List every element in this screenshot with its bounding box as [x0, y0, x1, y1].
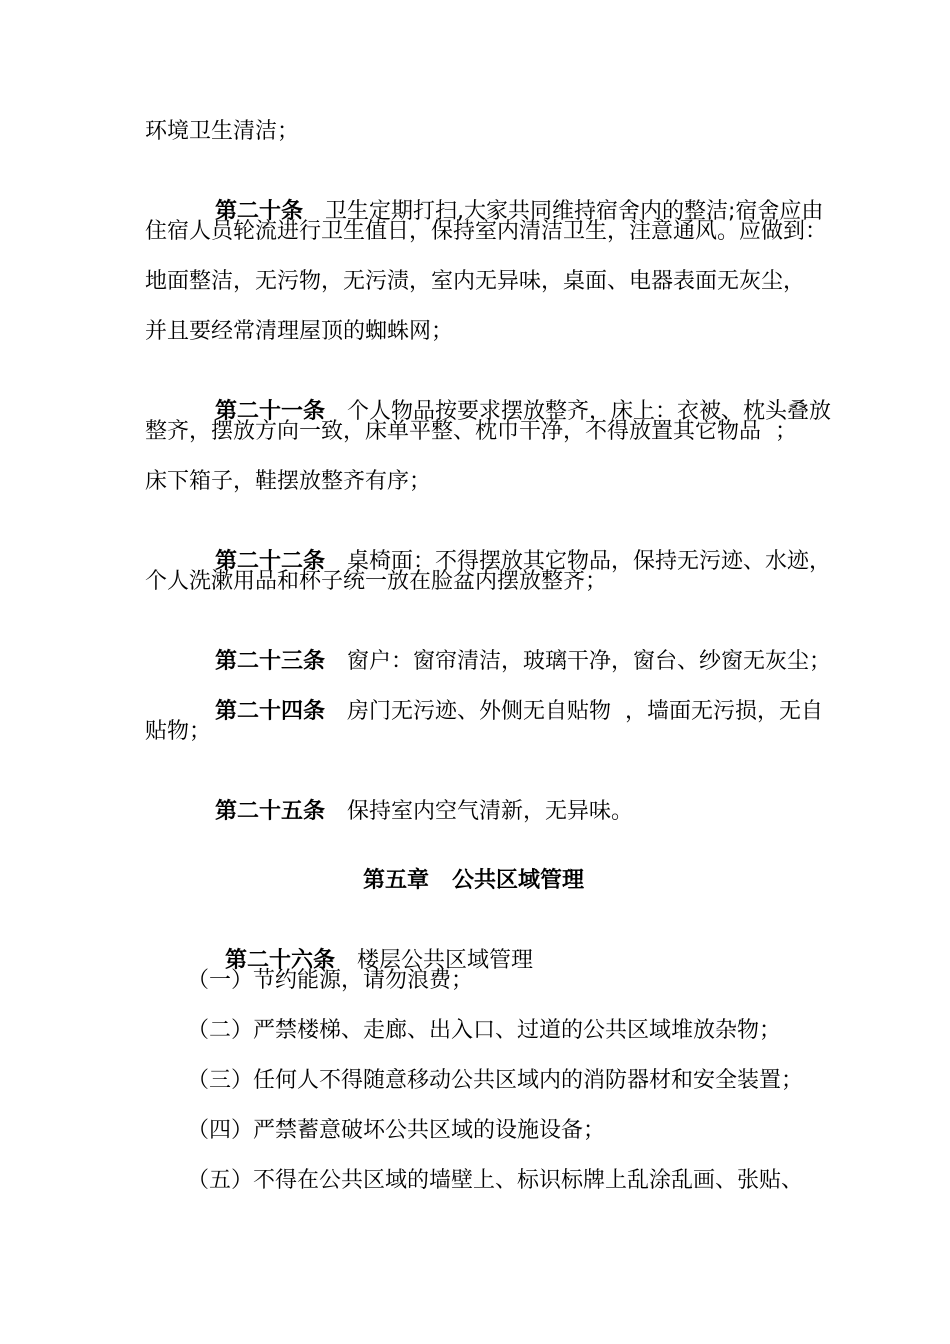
article-25: [187, 767, 634, 824]
list-item: （三）任何人不得随意移动公共区域内的消防器材和安全装置；: [187, 1068, 804, 1093]
article-text: 楼层公共区域管理: [357, 948, 534, 973]
article-text: 桌椅面：不得摆放其它物品，保持无污迹、水迹，: [347, 549, 832, 574]
article-title: 第二十六条: [224, 948, 335, 973]
list-item: （二）严禁楼梯、走廊、出入口、过道的公共区域堆放杂物；: [187, 1018, 782, 1043]
article-title: 第二十四条: [214, 699, 325, 724]
paragraph-line: 环境卫生清洁；: [145, 119, 300, 144]
article-text: 卫生定期打扫,大家共同维持宿舍内的整洁;宿舍应由: [325, 199, 824, 224]
article-23: [187, 617, 832, 674]
article-title: 第二十五条: [214, 799, 325, 824]
paragraph-line: 并且要经常清理屋顶的蜘蛛网；: [145, 319, 454, 344]
article-text: 保持室内空气清新，无异味。: [347, 799, 634, 824]
paragraph-line: 地面整洁，无污物，无污渍，室内无异味，桌面、电器表面无灰尘，: [145, 269, 806, 294]
article-text: 个人物品按要求摆放整齐，床上：衣被、枕头叠放: [347, 399, 832, 424]
paragraph-line: 床下箱子，鞋摆放整齐有序；: [145, 469, 432, 494]
article-title: 第二十条: [214, 199, 303, 224]
article-21: [187, 367, 832, 424]
list-item: （一）节约能源，请勿浪费；: [187, 968, 474, 993]
paragraph-line: 住宿人员轮流进行卫生值日，保持室内清洁卫生，注意通风。应做到：: [145, 219, 828, 244]
article-title: 第二十一条: [214, 399, 325, 424]
article-24: [187, 667, 823, 724]
list-item: （五）不得在公共区域的墙壁上、标识标牌上乱涂乱画、张贴、: [187, 1168, 804, 1193]
article-22: [187, 517, 832, 574]
chapter-heading: 第五章 公共区域管理: [363, 868, 584, 893]
paragraph-line: 整齐，摆放方向一致，床单平整、枕巾干净，不得放置其它物品 ；: [145, 419, 797, 444]
article-text: 窗户：窗帘清洁，玻璃干净，窗台、纱窗无灰尘；: [347, 649, 832, 674]
article-26: [197, 916, 534, 973]
list-item: （四）严禁蓄意破坏公共区域的设施设备；: [187, 1118, 606, 1143]
article-title: 第二十三条: [214, 649, 325, 674]
paragraph-line: 贴物；: [145, 719, 212, 744]
article-20: [187, 167, 824, 224]
article-title: 第二十二条: [214, 549, 325, 574]
article-text: 房门无污迹、外侧无自贴物 ，墙面无污损，无自: [347, 699, 823, 724]
paragraph-line: 个人洗漱用品和杯子统一放在脸盆内摆放整齐；: [145, 569, 608, 594]
